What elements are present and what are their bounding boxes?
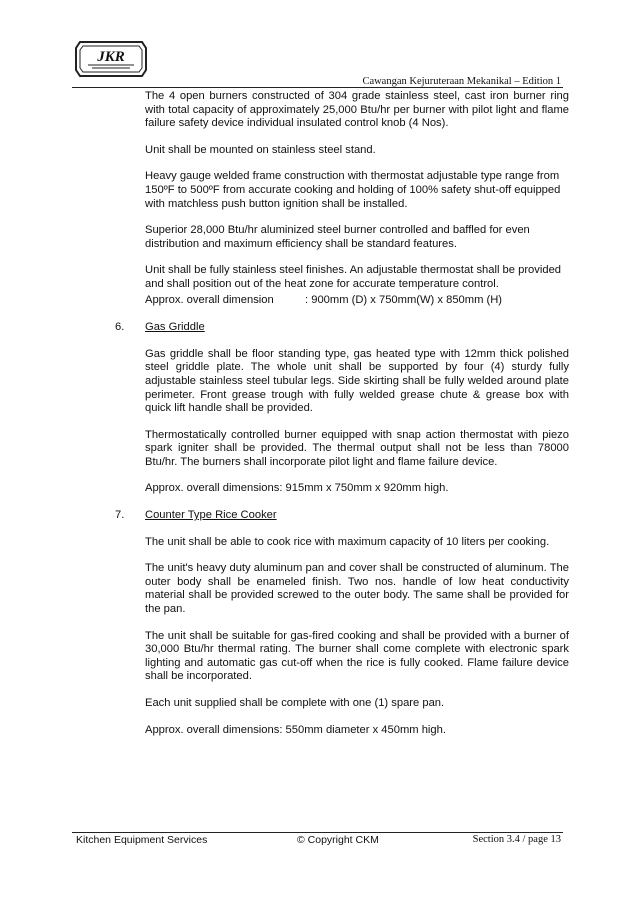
- footer-copyright: © Copyright CKM: [297, 834, 379, 846]
- intro-dimension-row: [145, 294, 569, 308]
- document-body: [115, 90, 569, 750]
- intro-paragraph-3: Heavy gauge welded frame construction with thermostat adjustable type range from 150ºF to 500ºF from accurate cooking and holding of 100% safety shut-off equipped with matchless push button ignition shall be installed.: [145, 170, 561, 210]
- intro-paragraph-2: Unit shall be mounted on stainless steel stand.: [145, 143, 376, 156]
- intro-paragraph-5: Unit shall be fully stainless steel finishes. An adjustable thermostat shall be provided and shall position out of the heat zone for accurate temperature control.: [145, 264, 562, 290]
- footer-rule: [72, 832, 563, 833]
- footer-page-number: Section 3.4 / page 13: [472, 834, 561, 845]
- intro-paragraph-1: The 4 open burners constructed of 304 grade stainless steel, cast iron burner ring with total capacity of approximately 25,000 Btu/hr per burner with pilot light and flame failure safety device individual insulated control knob (4 Nos).: [145, 90, 569, 130]
- dimension-value: : 900mm (D) x 750mm(W) x 850mm (H): [305, 293, 503, 306]
- jkr-logo: [72, 38, 150, 80]
- intro-paragraph-4: Superior 28,000 Btu/hr aluminized steel burner controlled and baffled for even distribution and maximum efficiency shall be standard features.: [145, 224, 530, 250]
- item-7-paragraph-4: Each unit supplied shall be complete with one (1) spare pan.: [145, 697, 445, 709]
- item-6-paragraph-1: Gas griddle shall be floor standing type, gas heated type with 12mm thick polished steel griddle plate. The whole unit shall be supported by four (4) sturdy fully adjustable stainless steel tubular legs. Side skirting shall be fully welded around plate perimeter. Front grease trough with fully welded grease chute & grease box with quick lift handle shall be provided.: [145, 347, 569, 415]
- item-7-paragraph-2: The unit's heavy duty aluminum pan and cover shall be constructed of aluminum. The outer body shall be enameled finish. Two nos. handle of low heat conductivity material shall be provided screwed to the outer body. The same shall be provided for the pan.: [145, 562, 569, 616]
- item-6-number: 6.: [115, 321, 125, 334]
- item-7-paragraph-3: The unit shall be suitable for gas-fired cooking and shall be provided with a burner of 30,000 Btu/hr thermal rating. The burner shall come complete with electronic spark lighting and automatic gas cut-off when the rice is fully cooked. Flame failure device shall be incorporated.: [145, 629, 569, 683]
- edition-header: Cawangan Kejuruteraan Mekanikal – Edition 1: [362, 76, 561, 87]
- item-7-number: 7.: [115, 509, 125, 522]
- item-7-paragraph-5: Approx. overall dimensions: 550mm diameter x 450mm high.: [145, 723, 446, 736]
- item-6-title: Gas Griddle: [145, 321, 205, 334]
- item-6-paragraph-2: Thermostatically controlled burner equipped with snap action thermostat with piezo spark igniter shall be provided. The thermal output shall not be less than 78000 Btu/hr. The burners shall incorporate pilot light and flame failure device.: [145, 428, 569, 468]
- logo-text: JKR: [97, 49, 125, 65]
- header-rule: [72, 87, 563, 88]
- item-7-heading: [115, 509, 569, 523]
- item-7-paragraph-1: The unit shall be able to cook rice with maximum capacity of 10 liters per cooking.: [145, 535, 550, 548]
- item-6-heading: [115, 321, 569, 335]
- item-7-title: Counter Type Rice Cooker: [145, 509, 277, 522]
- footer-left-text: Kitchen Equipment Services: [76, 834, 208, 846]
- item-6-paragraph-3: Approx. overall dimensions: 915mm x 750mm x 920mm high.: [145, 482, 449, 495]
- dimension-label: Approx. overall dimension: [145, 293, 274, 306]
